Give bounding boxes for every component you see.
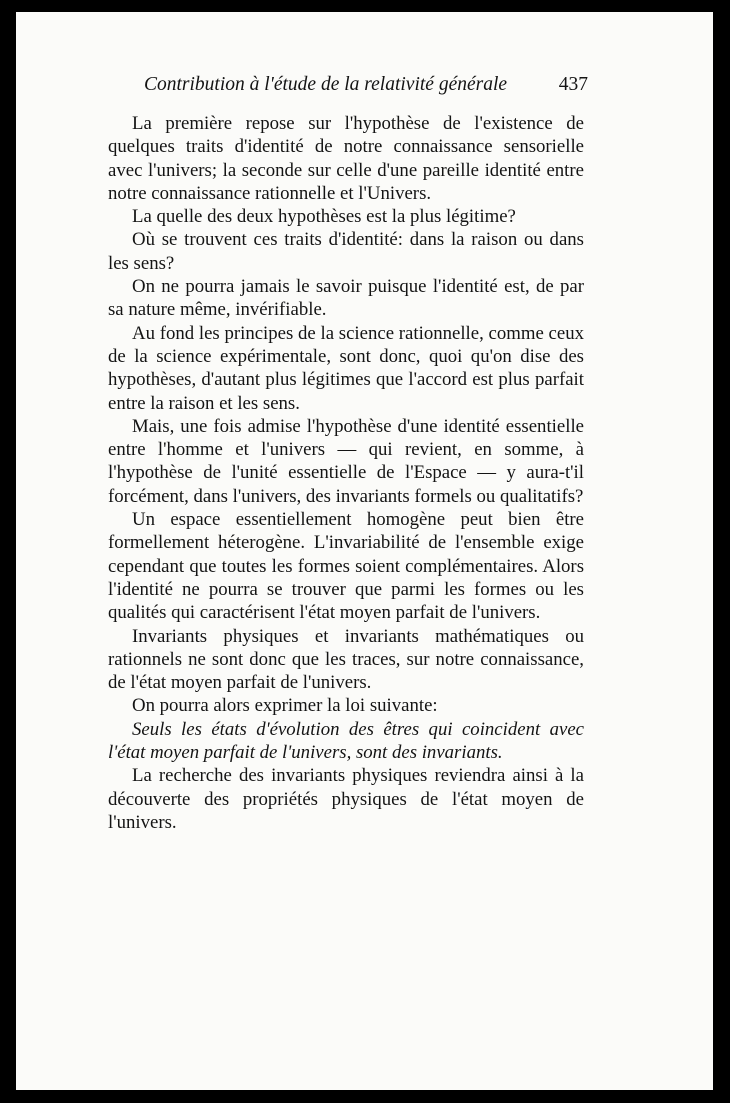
paragraph: On ne pourra jamais le savoir puisque l'identité est, de par sa nature même, invérifiable. [108,276,584,321]
paragraph: On pourra alors exprimer la loi suivante: [132,695,438,717]
page-number: 437 [558,74,588,95]
paragraph: Invariants physiques et invariants mathématiques ou rationnels ne sont donc que les traces, sur notre connaissance, de l'état moyen parfait de l'univers. [108,625,584,694]
paragraph: La première repose sur l'hypothèse de l'existence de quelques traits d'identité de notre connaissance sensorielle avec l'univers; la seconde sur celle d'une pareille identité entre notre connaissance rationnelle et l'Univers. [108,113,584,204]
running-head-title: Contribution à l'étude de la relativité générale [144,74,508,95]
paragraph: Mais, une fois admise l'hypothèse d'une identité essentielle entre l'homme et l'univers — qui revient, en somme, à l'hypothèse de l'unité essentielle de l'Espace — y aura-t'il forcément, dans l'univers, des invariants formels ou qualitatifs? [108,415,584,507]
book-page [16,12,713,1090]
italic-law-statement: Seuls les états d'évolution des êtres qui coincident avec l'état moyen parfait de l'univers, sont des invariants. [108,718,584,764]
paragraph: La quelle des deux hypothèses est la plus légitime? [132,206,516,228]
paragraph: Au fond les principes de la science rationnelle, comme ceux de la science expérimentale, sont donc, quoi qu'on dise des hypothèses, d'autant plus légitimes que l'accord est plus parfait entre la raison et les sens. [108,322,584,414]
running-head [144,74,588,100]
body-text [108,112,584,834]
paragraph: Un espace essentiellement homogène peut bien être formellement héterogène. L'invariabilité de l'ensemble exige cependant que toutes les formes soient complémentaires. Alors l'identité ne pourra se trouver que parmi les formes ou les qualités qui caractérisent l'état moyen parfait de l'univers. [108,509,584,624]
paragraph: La recherche des invariants physiques reviendra ainsi à la découverte des propriétés physiques de l'état moyen de l'univers. [108,765,584,833]
paragraph: Où se trouvent ces traits d'identité: dans la raison ou dans les sens? [108,229,584,274]
